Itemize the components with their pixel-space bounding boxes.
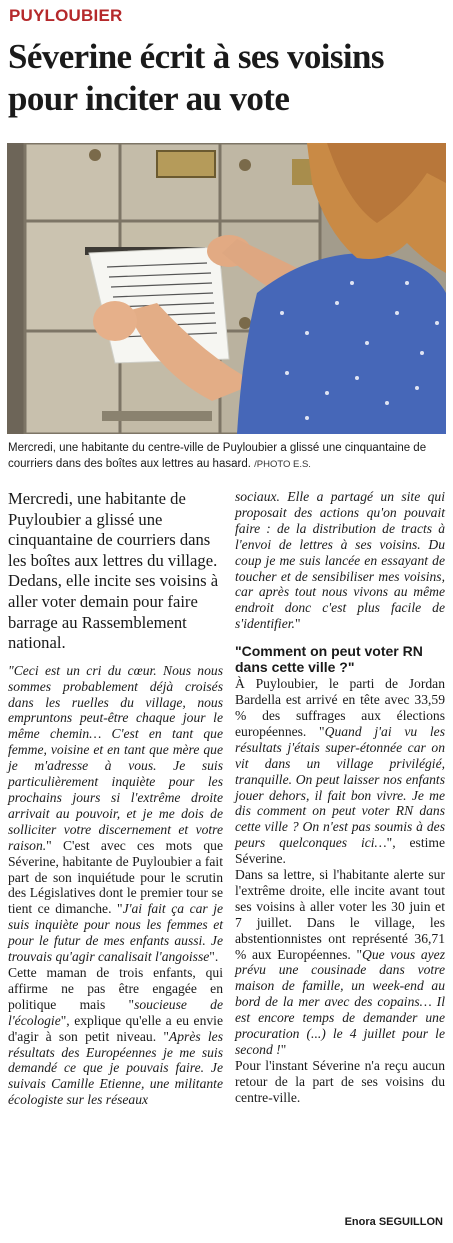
body-text: ", estime Séverine. bbox=[235, 835, 445, 867]
article-column-left bbox=[8, 489, 223, 1108]
body-text: " bbox=[280, 1042, 287, 1057]
quote-text: soucieuse de l'écologie bbox=[8, 996, 223, 1028]
body-text: ", explique qu'elle a eu envie d'agir à son petit niveau. " bbox=[8, 1012, 223, 1044]
quote-text: J'ai fait ça car je suis inquiète pour nous les femmes et pour le futur de mes enfants aussi. Je trouvais qu'agir canalisait l'angoisse bbox=[8, 901, 224, 965]
quote-text: Que vous ayez prévu une cousinade dans votre maison de famille, un week-end au bord de la mer avec des copains… Il est encore temps de demander une procuration (...) le 4 juillet pour le second ! bbox=[235, 946, 445, 1057]
body-paragraph bbox=[235, 676, 445, 867]
article-lead: Mercredi, une habitante de Puyloubier a glissé une cinquantaine de courriers dans les boîtes aux lettres du village. Dedans, elle incite ses voisins à aller voter demain pour faire barrage au Rassemblement national. bbox=[8, 489, 219, 653]
photo-woman-mailboxes-icon bbox=[7, 143, 446, 434]
quote-text: "Ceci est un cri du cœur. Nous nous sommes probablement déjà croisés dans les ruelles du village, nous empruntons peut-être chaque jour le même chemin… C'est en tant que femme, voisine et en tant que mère que je m'adresse à vous. Je suis particulièrement inquiète pour les prochains jours si l'extrême droite arrivait au pouvoir, et je me dois de solliciter votre discernement et votre raison. bbox=[8, 662, 223, 853]
body-text: Dans sa lettre, si l'habitante alerte sur l'extrême droite, elle incite avant tout ses voisins à aller voter les 30 juin et 7 juillet. Dans le village, les abstentionnistes ont représenté 36,71 % aux Européennes. " bbox=[235, 867, 445, 962]
article-photo bbox=[7, 143, 446, 434]
body-text: Cette maman de trois enfants, qui affirme ne pas être engagée en politique mais " bbox=[8, 964, 223, 1012]
section-kicker: PUYLOUBIER bbox=[9, 6, 123, 25]
caption-text: Mercredi, une habitante du centre-ville de Puyloubier a glissé une cinquantaine de courriers dans des boîtes aux lettres au hasard. bbox=[8, 442, 427, 470]
body-text: " bbox=[294, 616, 301, 632]
body-text: ". bbox=[209, 949, 219, 965]
author-byline: Enora SEGUILLON bbox=[344, 1216, 443, 1228]
quote-text-split-left: Après les résultats des Européennes je me suis demandé ce que je pouvais faire. Je suivais Camille Etienne, une militante écologiste sur les réseaux bbox=[8, 1028, 223, 1108]
article-body-part1 bbox=[8, 663, 223, 1108]
body-paragraph bbox=[8, 965, 223, 1108]
quote-text: Quand j'ai vu les résultats j'étais super-étonnée car on vit dans un village privilégié, tranquille. On peut laisser nos enfants jouer dehors, il fait bon vivre. Je me dis comment on peut voter RN dans cette ville ? On n'est pas soumis à des peurs quelconques ici… bbox=[235, 723, 445, 851]
body-paragraph bbox=[8, 663, 223, 965]
body-paragraph bbox=[235, 867, 445, 1058]
photo-credit: /PHOTO E.S. bbox=[254, 459, 311, 470]
body-paragraph bbox=[235, 489, 445, 632]
article-headline: Séverine écrit à ses voisins pour inciter au vote bbox=[8, 37, 384, 118]
body-paragraph bbox=[235, 1058, 445, 1106]
body-text: À Puyloubier, le parti de Jordan Bardella est arrivé en tête avec 33,59 % des suffrages aux élections européennes. " bbox=[235, 676, 445, 739]
article-body-part2 bbox=[235, 489, 445, 1106]
quote-text-split-right: sociaux. Elle a partagé un site qui proposait des actions qu'on pouvait faire : de la distribution de tracts à l'envoi de lettres à ses voisins. Du coup je me suis lancée en essayant de toucher et de sensibiliser mes voisins, car après tout nous vivons au même endroit donc c'est plus facile de s'identifier. bbox=[235, 489, 445, 632]
article-subhead: "Comment on peut voter RN dans cette ville ?" bbox=[235, 643, 423, 676]
article-column-right bbox=[235, 489, 445, 1106]
photo-caption bbox=[8, 440, 448, 473]
body-text: " C'est avec ces mots que Séverine, habitante de Puyloubier a fait part de son inquiétude pour le scrutin des Législatives dont le premier tour se tient ce dimanche. " bbox=[8, 837, 223, 917]
body-text: Pour l'instant Séverine n'a reçu aucun retour de la part de ses voisins du centre-ville. bbox=[235, 1057, 445, 1105]
